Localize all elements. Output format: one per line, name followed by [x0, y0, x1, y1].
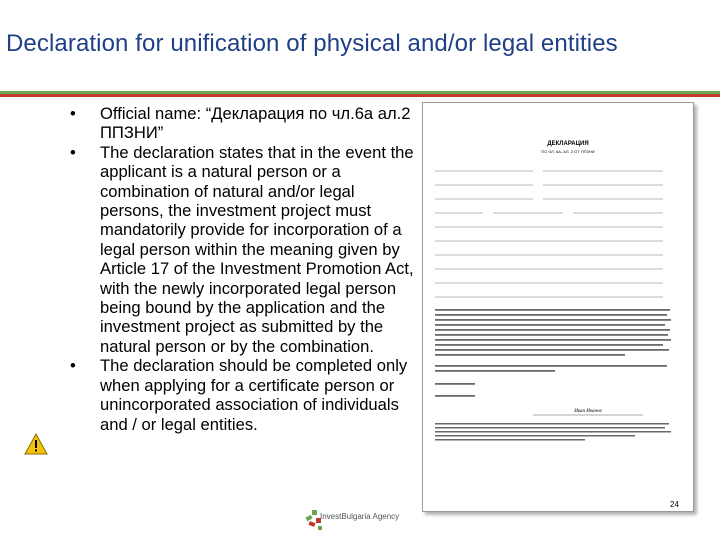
declaration-form-scan — [423, 103, 693, 511]
bullet-item — [70, 356, 415, 434]
declaration-form-image — [422, 102, 694, 512]
bullet-item — [70, 143, 415, 356]
form-heading: ДЕКЛАРАЦИЯ — [547, 141, 589, 147]
bullet-text: The declaration should be completed only when applying for a certificate person or unincorporated association of individuals and / or legal entities. — [100, 356, 408, 434]
bullet-dot: • — [70, 356, 76, 376]
form-field-lines — [435, 171, 663, 297]
bullet-dot: • — [70, 104, 76, 123]
page-number: 24 — [670, 500, 679, 509]
title-divider-red — [0, 94, 720, 97]
bullet-text: The declaration states that in the event the applicant is a natural person or a combination of natural and/or legal persons, the investment project must mandatorily provide for incorporation of a legal person within the meaning given by Article 17 of the Investment Promotion Act, with the newly incorporated legal person being bound by the application and the investment project as submitted by the natural person or by the combination. — [100, 142, 414, 356]
bullet-list — [70, 104, 415, 434]
form-text-blocks — [435, 309, 671, 441]
slide-title: Declaration for unification of physical and/or legal entities — [6, 30, 618, 57]
logo-text: InvestBulgaria Agency — [320, 512, 400, 521]
warning-icon — [24, 432, 48, 456]
logo-icon — [302, 506, 422, 536]
bullet-dot: • — [70, 142, 76, 162]
bullet-text: Official name: “Декларация по чл.6а ал.2 ППЗНИ” — [100, 104, 411, 143]
form-subheading: ПО ЧЛ. 6А, АЛ. 2 ОТ ППЗНИ — [541, 149, 595, 154]
bullet-item — [70, 104, 415, 143]
signature: Иван Иванов — [574, 409, 602, 414]
